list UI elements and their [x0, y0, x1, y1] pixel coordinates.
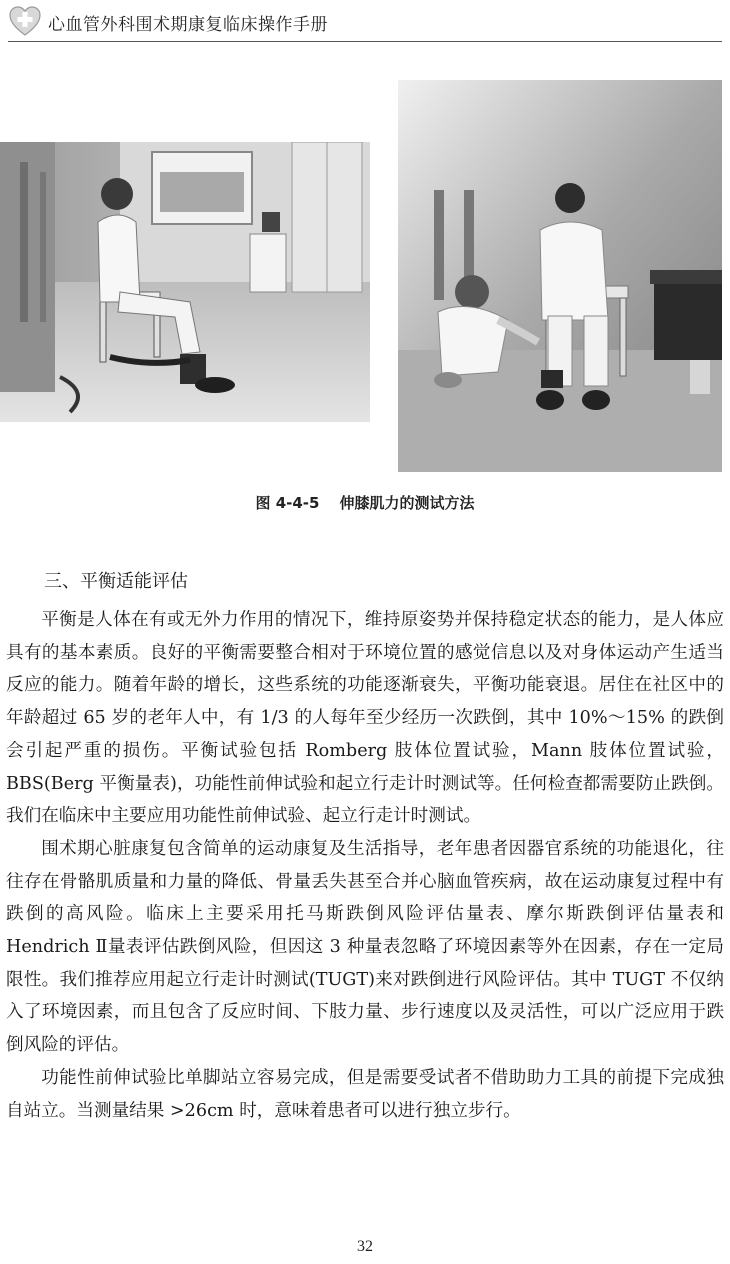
paragraph: 平衡是人体在有或无外力作用的情况下，维持原姿势并保持稳定状态的能力，是人体应具有的基本素质。良好的平衡需要整合相对于环境位置的感觉信息以及对身体运动产生适当反应的能力。随着年龄的增长，这些系统的功能逐渐衰失，平衡功能衰退。居住在社区中的年龄超过 65 岁的老年人中，有 1/3 的人每年至少经历一次跌倒，其中 10%～15% 的跌倒会引起严重的损伤。平衡试验包括 Romberg 肢体位置试验，Mann 肢体位置试验，BBS(Berg 平衡量表)，功能性前伸试验和起立行走计时测试等。任何检查都需要防止跌倒。我们在临床中主要应用功能性前伸试验、起立行走计时测试。	[6, 610, 724, 827]
page-number: 32	[357, 1238, 373, 1255]
header-title: 心血管外科围术期康复临床操作手册	[48, 15, 328, 35]
knee-extension-test-assisted-photo	[398, 80, 722, 472]
figure-title: 伸膝肌力的测试方法	[339, 494, 475, 512]
section-heading: 三、平衡适能评估	[44, 571, 188, 592]
figure-caption	[0, 492, 730, 513]
medical-cross-heart-icon	[8, 4, 42, 38]
paragraph: 功能性前伸试验比单脚站立容易完成，但是需要受试者不借助助力工具的前提下完成独自站立。当测量结果 >26cm 时，意味着患者可以进行独立步行。	[6, 1067, 724, 1121]
paragraph: 围术期心脏康复包含简单的运动康复及生活指导，老年患者因器官系统的功能退化，往往存在骨骼肌质量和力量的降低、骨量丢失甚至合并心脑血管疾病，故在运动康复过程中有跌倒的高风险。临床上主要采用托马斯跌倒风险评估量表、摩尔斯跌倒评估量表和 Hendrich Ⅱ量表评估跌倒风险，但因这 3 种量表忽略了环境因素等外在因素，存在一定局限性。我们推荐应用起立行走计时测试(TUGT)来对跌倒进行风险评估。其中 TUGT 不仅纳入了环境因素，而且包含了反应时间、下肢力量、步行速度以及灵活性，可以广泛应用于跌倒风险的评估。	[6, 838, 724, 1056]
knee-extension-test-seated-photo	[0, 142, 370, 422]
figure-number: 图 4-4-5	[255, 494, 320, 512]
header-divider	[8, 41, 722, 42]
body-text	[6, 604, 724, 1127]
running-header	[0, 0, 730, 44]
